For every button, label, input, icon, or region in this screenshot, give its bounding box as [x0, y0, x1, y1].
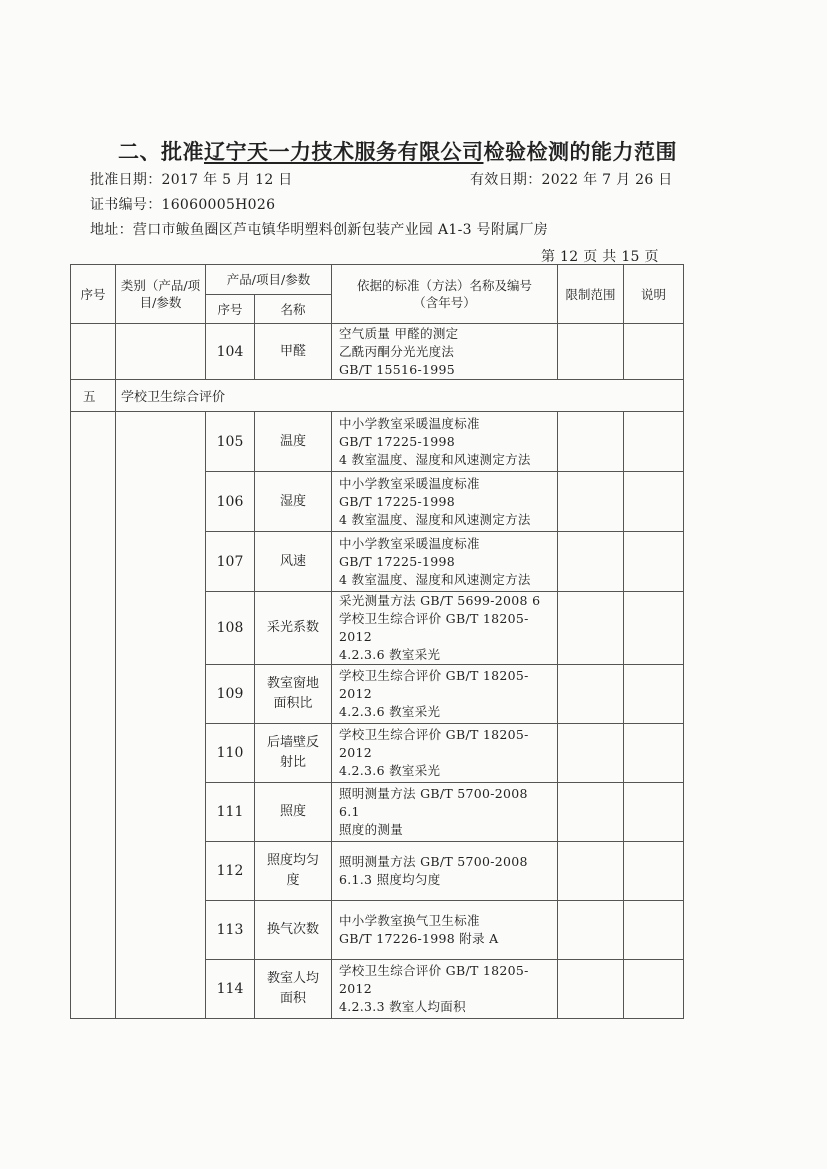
- item-note: [624, 901, 684, 960]
- item-name: [255, 724, 332, 783]
- title-prefix: 二、批准: [118, 139, 204, 164]
- item-name: [255, 842, 332, 901]
- item-standard-line: 学校卫生综合评价 GB/T 18205-2012: [339, 963, 529, 996]
- header-sub-name: 名称: [255, 295, 332, 324]
- item-standard: [332, 665, 558, 724]
- item-name-line: 射比: [279, 755, 306, 770]
- item-note: [624, 592, 684, 665]
- item-name-line: 度: [286, 873, 300, 888]
- header-limit: 限制范围: [558, 265, 624, 324]
- header-seq: 序号: [71, 265, 116, 324]
- item-name: [255, 783, 332, 842]
- item-standard-line: 6.1.3 照度均匀度: [339, 872, 441, 887]
- item-standard-line: GB/T 17225-1998: [339, 553, 455, 569]
- header-category: 类别（产品/项目/参数: [116, 265, 206, 324]
- item-standard-line: 4 教室温度、湿度和风速测定方法: [339, 451, 531, 467]
- item-standard-line: GB/T 17225-1998: [339, 433, 455, 449]
- item-number: 110: [206, 724, 255, 783]
- table-row: [71, 324, 684, 380]
- item-limit: [558, 592, 624, 665]
- item-name-line: 照度均匀: [266, 853, 319, 868]
- header-standard: 依据的标准（方法）名称及编号（含年号）: [332, 265, 558, 324]
- item-limit: [558, 412, 624, 472]
- item-standard: [332, 412, 558, 472]
- item-limit: [558, 665, 624, 724]
- item-standard-line: 4.2.3.6 教室采光: [339, 763, 441, 778]
- header-product-group: 产品/项目/参数: [206, 265, 332, 295]
- item-name: [255, 901, 332, 960]
- item-number: 108: [206, 592, 255, 665]
- item-note: [624, 842, 684, 901]
- item-standard: [332, 592, 558, 665]
- item-limit: [558, 783, 624, 842]
- item-standard: [332, 532, 558, 592]
- item-limit: [558, 842, 624, 901]
- certificate-number: 证书编号：16060005H026: [90, 197, 276, 213]
- header-note: 说明: [624, 265, 684, 324]
- item-name-line: 采光系数: [266, 620, 319, 635]
- item-standard-line: 照明测量方法 GB/T 5700-2008 6.1: [339, 786, 541, 819]
- item-note: [624, 532, 684, 592]
- item-standard: [332, 724, 558, 783]
- section-category-cell: [116, 412, 206, 1019]
- item-note: [624, 960, 684, 1019]
- item-standard-line: 学校卫生综合评价 GB/T 18205-2012: [339, 668, 529, 701]
- item-standard: [332, 842, 558, 901]
- table-row: [71, 412, 684, 472]
- item-standard-line: 4.2.3.6 教室采光: [339, 704, 441, 719]
- item-limit: [558, 960, 624, 1019]
- item-note: [624, 412, 684, 472]
- item-standard-line: 中小学教室采暖温度标准: [339, 415, 480, 431]
- capability-table: [70, 264, 684, 1019]
- item-standard-line: 照度的测量: [339, 822, 404, 837]
- item-name-line: 照度: [279, 804, 306, 819]
- item-limit: [558, 532, 624, 592]
- item-standard-line: 学校卫生综合评价 GB/T 18205-2012: [339, 611, 529, 644]
- item-number: 109: [206, 665, 255, 724]
- item-name-line: 湿度: [279, 493, 306, 509]
- table-header-row: [71, 265, 684, 295]
- item-name: [255, 532, 332, 592]
- item-name: [255, 665, 332, 724]
- item-name-line: 教室窗地: [266, 676, 319, 691]
- item-name-line: 温度: [279, 433, 306, 449]
- item-number: 111: [206, 783, 255, 842]
- document-title: [118, 136, 677, 166]
- item-standard-line: 中小学教室采暖温度标准: [339, 535, 480, 551]
- item-limit: [558, 901, 624, 960]
- section-seq: 五: [71, 380, 116, 412]
- item-standard-line: 采光测量方法 GB/T 5699-2008 6: [339, 593, 541, 608]
- item-name: [255, 592, 332, 665]
- item-standard-line: 照明测量方法 GB/T 5700-2008: [339, 854, 528, 869]
- item-standard-line: 学校卫生综合评价 GB/T 18205-2012: [339, 727, 529, 760]
- item-note: [624, 665, 684, 724]
- item-number: 114: [206, 960, 255, 1019]
- item-standard-line: GB/T 17225-1998: [339, 493, 455, 509]
- item-note: [624, 472, 684, 532]
- item-name: [255, 472, 332, 532]
- item-number: 105: [206, 412, 255, 472]
- header-sub-seq: 序号: [206, 295, 255, 324]
- item-number: 107: [206, 532, 255, 592]
- approval-date: 批准日期：2017 年 5 月 12 日: [90, 172, 293, 188]
- item-standard-line: GB/T 17226-1998 附录 A: [339, 931, 499, 946]
- item-number: 104: [206, 324, 255, 380]
- valid-date: 有效日期：2022 年 7 月 26 日: [470, 172, 673, 188]
- item-limit: [558, 724, 624, 783]
- section-items: [71, 412, 684, 1019]
- item-standard: [332, 783, 558, 842]
- section-row: [71, 380, 684, 412]
- page-info: 第 12 页 共 15 页: [541, 249, 659, 265]
- item-name: [255, 412, 332, 472]
- item-standard-line: 4 教室温度、湿度和风速测定方法: [339, 511, 531, 527]
- item-standard-line: 4 教室温度、湿度和风速测定方法: [339, 571, 531, 587]
- item-standard: [332, 960, 558, 1019]
- item-name-line: 教室人均: [266, 971, 319, 986]
- item-name-line: 后墙壁反: [266, 735, 319, 750]
- item-note: [624, 783, 684, 842]
- item-number: 106: [206, 472, 255, 532]
- item-standard: [332, 472, 558, 532]
- section-seq-cell: [71, 412, 116, 1019]
- item-standard: 空气质量 甲醛的测定 乙酰丙酮分光光度法 GB/T 15516-1995: [332, 324, 558, 380]
- item-limit: [558, 472, 624, 532]
- item-standard-line: 中小学教室采暖温度标准: [339, 475, 480, 491]
- address: 地址：营口市鲅鱼圈区芦屯镇华明塑料创新包装产业园 A1-3 号附属厂房: [90, 222, 549, 238]
- item-standard-line: 4.2.3.3 教室人均面积: [339, 999, 466, 1014]
- item-standard-line: 4.2.3.6 教室采光: [339, 647, 441, 662]
- title-organization: 辽宁天一力技术服务有限公司: [204, 139, 484, 164]
- item-note: [624, 724, 684, 783]
- item-name: [255, 960, 332, 1019]
- item-name-line: 面积比: [273, 696, 313, 711]
- item-number: 112: [206, 842, 255, 901]
- item-name: 甲醛: [255, 324, 332, 380]
- title-suffix: 检验检测的能力范围: [483, 139, 677, 164]
- item-standard: [332, 901, 558, 960]
- item-name-line: 面积: [279, 991, 306, 1006]
- item-number: 113: [206, 901, 255, 960]
- item-standard-line: 中小学教室换气卫生标准: [339, 913, 480, 928]
- section-name: 学校卫生综合评价: [116, 380, 684, 412]
- item-name-line: 换气次数: [266, 922, 319, 937]
- item-name-line: 风速: [279, 553, 306, 569]
